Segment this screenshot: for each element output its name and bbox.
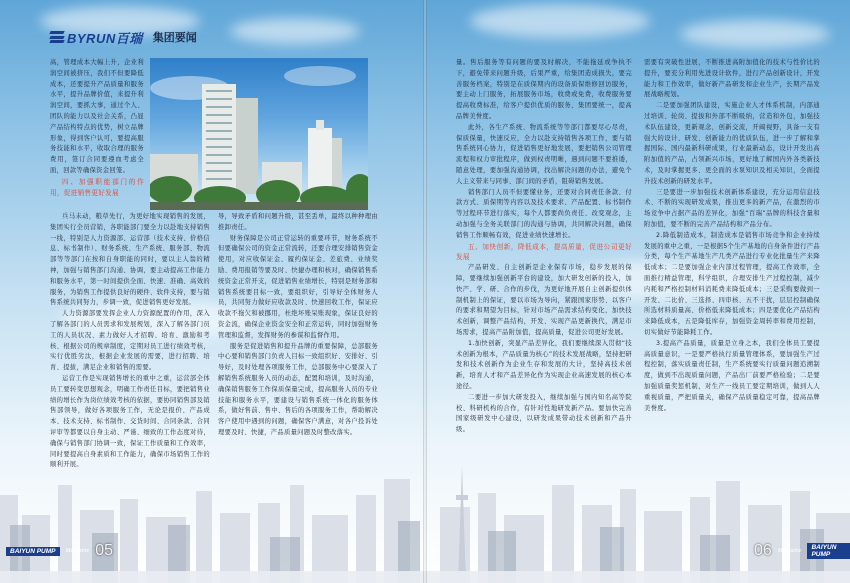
left-col2 [218, 212, 378, 512]
paragraph: 产品研发、自主创新是企业保有市场，稳步发展的保障，要继续加强创新平台的建设，加大研发创新的投入，加快产、学、研、合作的步伐，为更好地开展自主创新提供体制机制上的保证，要以市场为导向，紧跟国家形势、以客户的要求和期望为目标，针对市场产品需求结构变化，加快技术创新，调整产品结构，开发、实现产品更新换代，满足市场需求，提高产品附加值，提高质量，促进公司更好发展。 [456, 264, 632, 336]
right-col2 [644, 58, 820, 518]
paragraph: 运营工作是实现销售增长的重中之重，运营部全体员工要转变思想观念，明确工作责任目标，要把销售业绩的增长作为岗位绩效考核的依据，要协同销售部及销售部领导，做好各项服务工作，无论是报价、产品成本、技术支持、标书制作、交货时间、合同条款、合同评审等都要以自身主动、严谨、细致的工作态度对待，确保与销售部门协调一致，保证工作质量和工作效率，同时要提高自身素质和工作能力，确保市场销售工作的顺利开展。 [50, 374, 210, 469]
page-gutter [423, 0, 427, 583]
subheading: 五、加快创新，降低成本，提高质量，促进公司更好发展 [456, 242, 632, 262]
building-photo [150, 58, 368, 210]
footer-magazine-label: Magazine [777, 548, 802, 554]
footer-magazine-label: Magazine [65, 548, 90, 554]
left-footer [6, 543, 113, 559]
paragraph: 高，管理成本大幅上升，企业利润空间被挤压，我们不但要降低成本，还要提升产品质量和服务水平，提升品牌价值，来提升利润空间，要抓大事，通过个人、团队的能力以及社会关系，凸显产品结构特点的优势，树立品牌形象，得到客户认可，要提高服务技能和水平，收取合理的服务费用，签订合同要遵血考虑全面，回款等确保资金回笼。 [50, 59, 144, 174]
byrun-logo [50, 28, 143, 47]
footer-brand: BAIYUN PUMP [807, 543, 850, 559]
footer-brand: BAIYUN PUMP [6, 547, 60, 556]
page-number: 05 [95, 542, 113, 559]
right-page [426, 0, 850, 583]
paragraph: 销售部门人员不但要懂业务，还要对合同责任条款、付款方式、质保期等内容以及技术要求、产品配置、标书制作等过程环节进行落实，每个人都要尚负责任、改变观念，主动加强与全务关联部门的沟通与协调，共同解决问题，确保销售工作顺畅有效，促进业绩快速增长。 [456, 188, 632, 239]
subheading: 四、加强职能部门的作用，促进销售更好发展 [50, 177, 144, 197]
paragraph: 1.加快创新，突显产品差异化，我们要继续深入贯彻“技术创新为根本，产品质量为核心”的技术发展战略，坚持把研发和技术创新作为企业生存和发展的大计，坚持高技术创新，培育人才和产品差异化作为实现企业高速发展的核心本途径。 [456, 339, 632, 390]
paragraph: 二要进一步加大研发投入，继续加强与国内知名高等院校、科研机构的合作，有针对性地研发新产品。要加快完善国家级研发中心建设，以研发成果带动技术创新和产品升级。 [456, 393, 632, 434]
paragraph: 需要有突破性进展，不断推进高附加值化的技术与性价比的提升，要充分利用先进设计软件，进行产品创新设计，开发能力和工作效率，做好新产品研发和企业生产，长期产品发展战略规划。 [644, 59, 820, 99]
page-number: 06 [754, 542, 772, 559]
paragraph: 人力资源部要发挥企业人力资源配置的作用，深入了解各部门的人员需求和发展规划，深入了解各部门员工的人员状况、素力做好人才招聘、培育、激励和考核、根据公司的规章制度，定期对员工进行绩效考核，实行优胜劣汰，根据企业发展的需要，进行招聘、培育、提拔，满足企业和销售的需要。 [50, 310, 210, 372]
paragraph: 兵马未动，粮草先行，为更好地实现销售的发展，集团实行全员营销，各职能部门要全力以赴地支持销售一线，特别是人力资源部、运营部（技术支持、价格信息、标书制作）、财务系统、生产系统、服务部、物流部等等部门在按和自身职能的同时，要以主人翁的精神，加强与销售部门沟通、协调，要主动提高工作能力和服务水平，第一时间提供全面、快速、准确、高效的服务，为销售工作提供良好的硬件、软件支持，要与销售系统共同努力，步调一致，促进销售更好发展。 [50, 213, 210, 307]
right-col1 [456, 58, 632, 518]
paragraph: 二是要加强团队建设，实施企业人才体系机制，内部通过培训、轮岗、提拔和外部不断吸纳，营造和外包，加强技术队伍建设，更新观念，创新交流，开阔视野，具备一支有强大的设计、研发、创新能力的优质队伍，进一步了解和掌握国际、国内最新科研成果，行业最新动态，设计开发出高附加值的产品，占领新兴市场，更好地了解国内外各类新技术，及时掌握更多、更全面的水泵知识及相关知识，全面提升技术创新的研发水平。 [644, 102, 820, 185]
building-photo-image [150, 58, 368, 210]
logo-mark-icon [50, 31, 64, 43]
left-page [0, 0, 424, 583]
left-col1-top [50, 58, 144, 198]
left-col1 [50, 212, 210, 512]
right-footer [754, 543, 850, 559]
paragraph: 导，导致矛盾和问题升级，甚至丢单，最终以种种理由推卸责任。 [218, 213, 378, 231]
logo-text: BYRUN百瑞 [67, 30, 143, 46]
paragraph: 三是要进一步加强技术创新体系建设，充分运用信息技术、不断的实现研发成果，推出更多的新产品，在激烈的市场竞争中占据产品的差异化，加强“百瑞”品牌的科技含量和附加值，要不断的完善产品结构和产品分布。 [644, 188, 820, 228]
paragraph: 3.提高产品质量，质量是立身之本，我们全体员工要提高质量意识，一是要严格执行质量管理体系，要加强生产过程控制，落实质量责任制，生产系统要实行质量问题追溯制度，做到不出现质量问题，产品出厂前要严格检验；二是要加强质量奖惩机制，对生产一线员工要定期培训，做到人人重视质量，严把质量关，确保产品质量稳定可靠，提高品牌美誉度。 [644, 339, 820, 412]
paragraph: 此外，各生产系统、物流系统等等部门都要尽心尽责，保质保量，快速反应，全力以赴支持销售各项工作，要与销售系统同心协力，促进销售更好地发展，要把销售公司管理流程和权力审批程序，做到权责明晰，遇到问题不要推诿，随意处理，要加强沟通协调，找出解决问题的办法，避免个人主义带来与同事、部门间的矛盾，阻碍销售发展。 [456, 123, 632, 185]
paragraph: 服务是促进销售和提升品牌的重要保障，总部服务中心要和销售部门负责人目标一致组织好、安排好、引导好，及时处理各项服务工作，总部服务中心要深入了解销售系统服务人员的动态，配置和培训，及时沟通，确保销售服务工作保质保量完成，提高服务人员的专业技能和服务水平，要建设与销售系统一体化的服务体系，做好售前、售中、售后的各项服务工作，帮助解决客户使用中遇到的问题，确保客户满意，对各户投诉处理要及时、快捷，产品质量问题及时整改落实。 [218, 342, 378, 436]
paragraph: 财务保障是公司正常运转的重要环节，财务系统不但要确保公司的资金正常流转，还要合理安排销售资金使用，对应收保证金、履约保证金、差旅费、业绩奖励、费用报销等要及时、快捷办理和核对，确保销售系统资金正常开支，促进销售业绩增长，特别是财务部和销售系统要目标一致，要组织好，引导好全体财务人员，共同努力做好应收款及时、快速回收工作，保证应收款不拖欠和被挪用，杜绝坏账呆账现象，保证良好的资金流，确保企业资金安全和正常运转，同时加强财务管理和监督，发挥财务的参谋和监督作用。 [218, 234, 378, 339]
page-header [50, 26, 197, 48]
section-title: 集团要闻 [152, 31, 197, 44]
paragraph: 量。售后服务等有问题的要及时解决，不能拖延或争执不下，避免带来问题升级，后果严重，给集团造成损失，要完善服务档案，特别是在质保期内的设备质保维修回访服务，要主动上门服务，拓展服务市场，收费或免费，收费服务要提高收费标准，给客户提供优质的服务，集团要统一，提高品牌美誉度。 [456, 59, 632, 120]
paragraph: 2.降低制造成本，制造成本是销售市场竞争和企业持续发展的重中之重，一是根据5个生产基地的自身条件进行产品分类，每个生产基地生产几类产品进行专业化批量生产来降低成本；二是要加强企业内部过程管理，提高工作效率，全面推行精益管理，科学组织，合理安排生产过程控制，减少内耗和严格控制材料消耗费来降低成本；三是采购要做到一开发、二比价、三选择、四审核、五不干扰，层层控制确保所选材料质量高、价格低来降低成本；四是要优化产品结构来降低成本，五是降低库存，加强资金周转率和费用控制，切实做好节能降耗工作。 [644, 231, 820, 336]
